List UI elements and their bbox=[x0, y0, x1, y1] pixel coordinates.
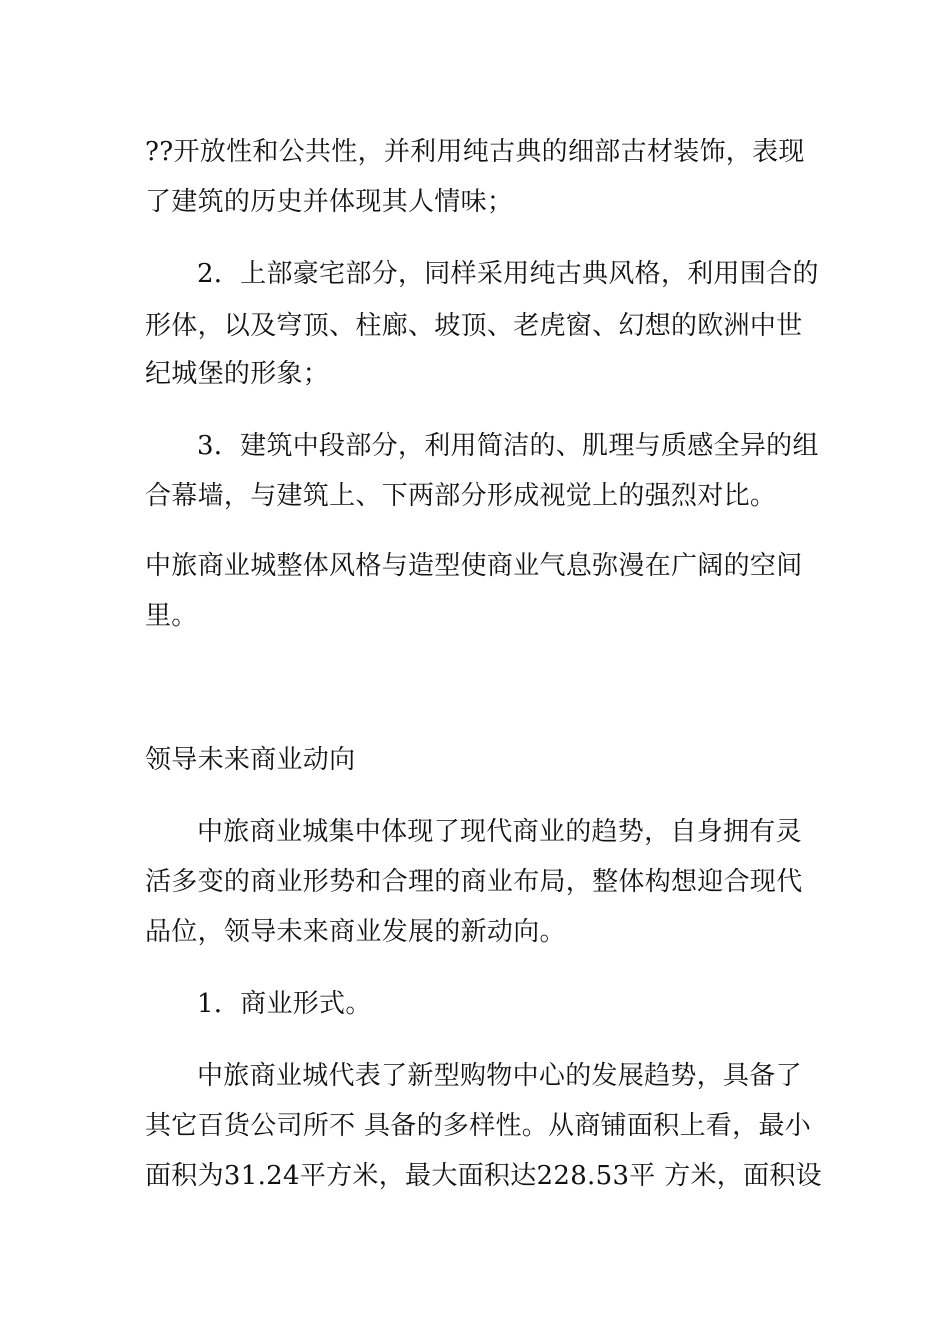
list-item-line: 2．上部豪宅部分，同样采用纯古典风格，利用围合的 bbox=[197, 259, 819, 289]
paragraph-line: 其它百货公司所不 具备的多样性。从商铺面积上看，最小 bbox=[145, 1111, 812, 1141]
paragraph-line: 合幕墙，与建筑上、下两部分形成视觉上的强烈对比。 bbox=[145, 481, 777, 511]
paragraph-line: 活多变的商业形势和合理的商业布局，整体构想迎合现代 bbox=[145, 867, 803, 897]
paragraph-line: 面积为31.24平方米，最大面积达228.53平 方米，面积设 bbox=[145, 1161, 822, 1191]
paragraph-line: 中旅商业城整体风格与造型使商业气息弥漫在广阔的空间 bbox=[145, 551, 803, 581]
paragraph-line: ??开放性和公共性，并利用纯古典的细部古材装饰，表现 bbox=[145, 137, 805, 167]
section-heading: 领导未来商业动向 bbox=[145, 745, 356, 775]
paragraph-line: 中旅商业城代表了新型购物中心的发展趋势，具备了 bbox=[197, 1061, 802, 1091]
paragraph-line: 形体，以及穹顶、柱廊、坡顶、老虎窗、幻想的欧洲中世 bbox=[145, 311, 803, 341]
paragraph-line: 品位，领导未来商业发展的新动向。 bbox=[145, 917, 566, 947]
paragraph-line: 纪城堡的形象； bbox=[145, 359, 330, 389]
paragraph-line: 中旅商业城集中体现了现代商业的趋势，自身拥有灵 bbox=[197, 817, 802, 847]
list-item-line: 3．建筑中段部分，利用简洁的、肌理与质感全异的组 bbox=[197, 431, 819, 461]
list-item-line: 1．商业形式。 bbox=[197, 989, 372, 1019]
paragraph-line: 了建筑的历史并体现其人情味； bbox=[145, 187, 514, 217]
paragraph-line: 里。 bbox=[145, 601, 198, 631]
